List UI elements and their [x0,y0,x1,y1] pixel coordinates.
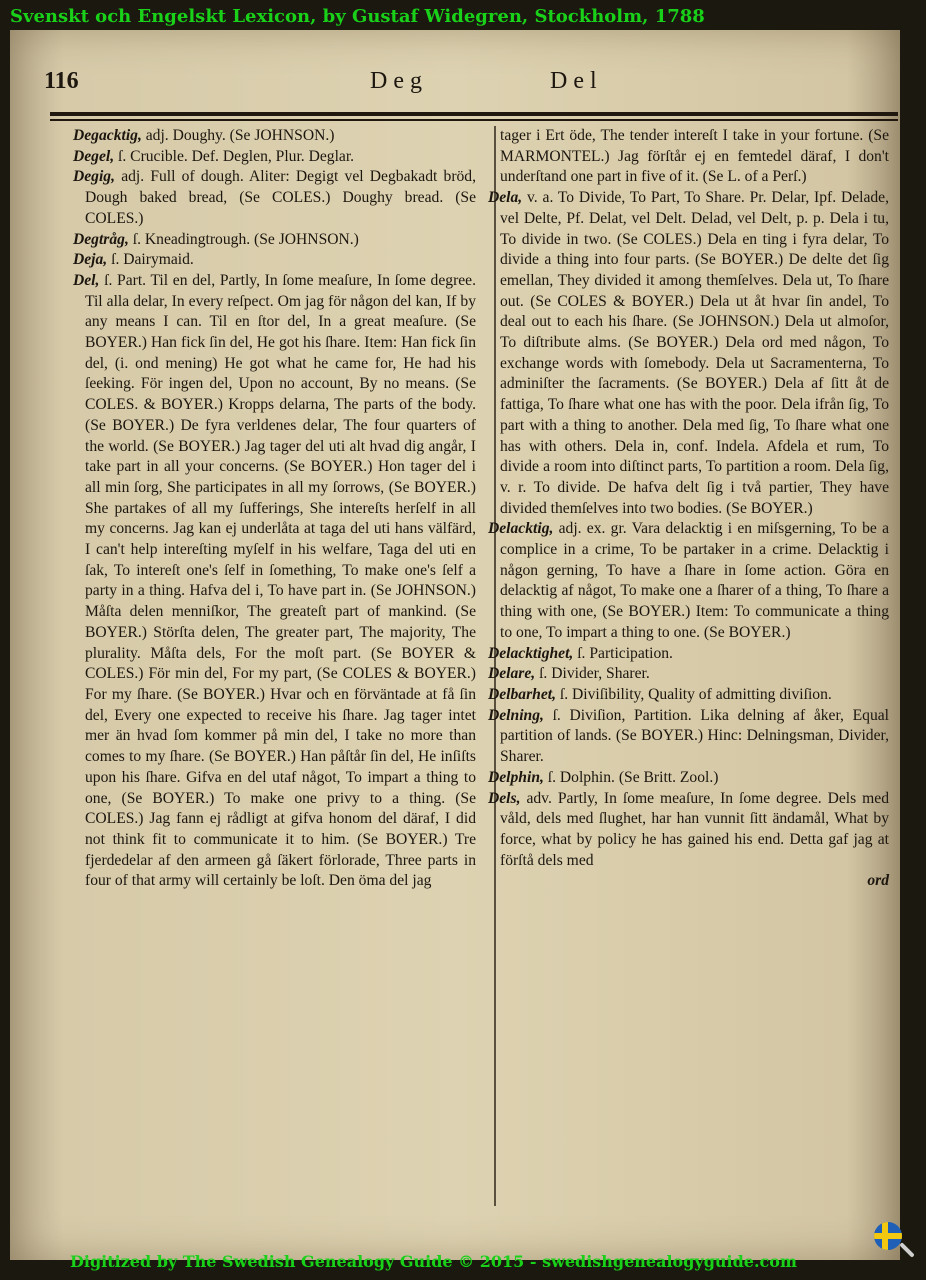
headword: Del, [73,271,100,289]
dictionary-entry [488,188,889,519]
headword: Delning, [488,706,544,724]
digitization-footer: Digitized by The Swedish Genealogy Guide © 2015 - swedishgenealogyguide.com [70,1252,797,1271]
entry-text: ſ. Kneadingtrough. (Se JOHNSON.) [128,230,359,248]
catchword: ord [867,872,889,890]
left-column [73,126,476,892]
dictionary-entry [488,664,889,685]
dictionary-entry [73,230,476,251]
dictionary-entry [488,519,889,643]
running-header [10,68,900,108]
headword: Deja, [73,251,108,269]
header-rule-thin [50,119,898,121]
dictionary-entry [488,768,889,789]
headword: Delacktig, [488,520,554,538]
headword: Dels, [488,789,521,807]
entry-text: v. a. To Divide, To Part, To Share. Pr. Delar, Ipf. Delade, vel Delte, Pf. Delat, vel Delt. Delad, vel Delt, p. p. Dela i tu, To divide in two. (Se COLES.) Dela en ting i fyra delar, To divide a thing into four parts. (Se BOYER.) De delte det ſig emellan, They divided it among themſelves. Dela ut, To ſhare out. (Se COLES & BOYER.) Dela ut åt hvar ſin andel, To deal out to each his ſhare. (Se JOHNSON.) Dela ut almoſor, To diſtribute alms. (Se BOYER.) Dela ord med någon, To exchange words with ſomebody. Dela ut Sacramenterna, To adminiſter the ſacraments. (Se BOYER.) Dela af ſitt åt de fattiga, To ſhare what one has with the poor. Dela ifrån ſig, To part with a thing to another. Dela med ſig, To ſhare what one has with others. Dela in, conf. Indela. Afdela et rum, To divide a room into diſtinct parts, To partition a room. Dela ſig, v. r. To divide. De hafva delt ſig i två partier, They have divided themſelves into two bodies. (Se BOYER.) [500,189,889,517]
entry-text: adj. Doughy. (Se JOHNSON.) [141,127,335,144]
dictionary-entry [488,126,889,188]
dictionary-entry [73,167,476,229]
book-page [10,30,900,1260]
entry-text: ſ. Part. Til en del, Partly, In ſome meaſure, In ſome degree. Til alla delar, In every reſpect. Om jag för någon del kan, If by any means I can. Til en ſtor del, In a great meaſure. (Se BOYER.) Han fick ſin del, He got his ſhare. Item: Han fick ſin del, (i. ond mening) He got what he came for, He had his ſeeking. För ingen del, Upon no account, By no means. (Se COLES. & BOYER.) Kropps delarna, The parts of the body. (Se BOYER.) De fyra verldenes delar, The four quarters of the world. (Se BOYER.) Jag tager del uti alt hvad dig angår, I take part in all your concerns. (Se BOYER.) Hon tager del i all min ſorg, She participates in all my ſorrows, (Se BOYER.) She partakes of all my ſufferings, She intereſts herſelf in all my concerns. Jag kan ej underlåta at taga del uti hans välfärd, I can't help intereſting myſelf in his welfare, Taga del uti en ſak, To intereſt one's ſelf in ſomething, To make one's ſelf a party in a thing. Hafva del i, To have part in. (Se JOHNSON.) Måſta delen menniſkor, The greateſt part of mankind. (Se BOYER.) Störſta delen, The greater part, The majority, The plurality. Måſta dels, For the moſt part. (Se BOYER & COLES.) För min del, For my part, (Se COLES & BOYER.) For my ſhare. (Se BOYER.) Hvar och en förväntade at få ſin del, Every one expected to receive his ſhare. Jag tager intet mer än hvad ſom kommer på min del, I take no more than comes to my ſhare. (Se BOYER.) Han påſtår ſin del, He inſiſts upon his ſhare. Gifva en del utaf något, To impart a thing to one, (Se BOYER.) To make one privy to a thing. (Se COLES.) Jag fann ej rådligt at gifva honom del däraf, I did not think fit to communicate it to him. (Se BOYER.) Tre fjerdedelar af den armeen gå ſäkert förlorade, Three parts in four of that army will certainly be loſt. Den öma del jag [85,271,476,890]
headword: Degacktig, [73,127,142,144]
entry-text: ſ. Diviſion, Partition. Lika delning af åker, Equal partition of lands. (Se BOYER.) Hinc: Delningsman, Divider, Sharer. [500,706,889,766]
entry-text: ſ. Dairymaid. [107,251,194,269]
entry-text: adv. Partly, In ſome meaſure, In ſome degree. Dels med våld, dels med ſlughet, har han vunnit ſitt ändamål, What by force, what by policy he has gained his end. Detta gaf jag at förſtå dels med [500,789,889,869]
dictionary-entry [488,685,889,706]
headword: Delphin, [488,768,544,786]
header-rule-thick [50,112,898,116]
entry-text: ſ. Diviſibility, Quality of admitting diviſion. [556,685,832,703]
right-column [488,126,889,892]
magnifier-icon [899,1242,915,1258]
entry-text: tager i Ert öde, The tender intereſt I take in your fortune. (Se MARMONTEL.) Jag förſtår ej en femtedel däraf, I don't underſtand one part in five of it. (Se L. of a Perſ.) [500,127,889,186]
dictionary-entry [73,271,476,892]
dictionary-entry [488,706,889,768]
dictionary-entry [488,789,889,872]
dictionary-entry [488,644,889,665]
headword: Dela, [488,189,523,207]
digitization-banner: Svenskt och Engelskt Lexicon, by Gustaf Widegren, Stockholm, 1788 [10,6,705,27]
headword: Delbarhet, [488,685,557,703]
headword: Delare, [488,665,536,683]
dictionary-entry [73,147,476,168]
entry-text: ſ. Participation. [573,644,673,662]
headword: Degtråg, [73,230,129,248]
page-number: 116 [44,68,79,94]
entry-text: ſ. Crucible. Def. Deglen, Plur. Deglar. [114,147,355,165]
headword: Degig, [73,168,116,186]
entry-text: adj. ex. gr. Vara delacktig i en miſsgerning, To be a complice in a crime, To be partaker in a crime. Delacktig i någon gerning, To have a ſhare in ſome action. Göra en delacktig af något, To make one a ſharer of a thing, To ſhare a thing with one, (Se BOYER.) Item: To communicate a thing to one, To impart a thing to one. (Se BOYER.) [500,520,889,641]
entry-text: adj. Full of dough. Aliter: Degigt vel Degbakadt bröd, Dough baked bread, (Se COLES.) Doughy bread. (Se COLES.) [85,168,476,227]
swedish-flag-icon [874,1222,902,1250]
headword: Delacktighet, [488,644,574,662]
entry-text: ſ. Divider, Sharer. [535,665,650,683]
dictionary-entry [73,250,476,271]
dictionary-entry [73,126,476,147]
headword: Degel, [73,147,115,165]
entry-text: ſ. Dolphin. (Se Britt. Zool.) [543,768,719,786]
guide-word-right: Del [550,68,603,94]
guide-word-left: Deg [370,68,428,94]
